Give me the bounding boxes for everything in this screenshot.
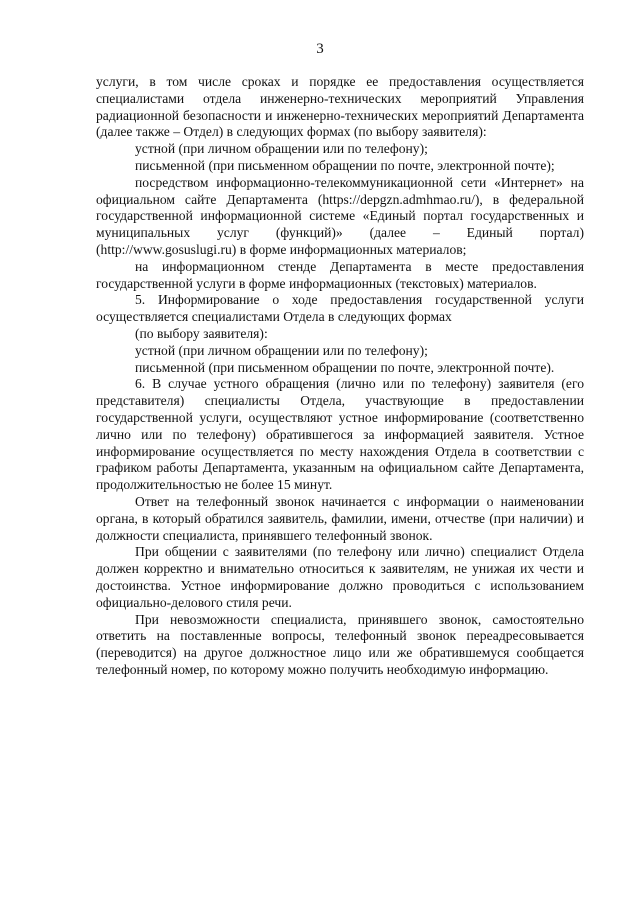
document-body — [96, 74, 584, 679]
paragraph: При невозможности специалиста, принявшего звонок, самостоятельно ответить на поставленные вопросы, телефонный звонок переадресовывается (переводится) на другое должностное лицо или же обратившемуся сообщается телефонный номер, по которому можно получить необходимую информацию. — [96, 611, 584, 677]
paragraph: 6. В случае устного обращения (лично или по телефону) заявителя (его представителя) специалисты Отдела, участвующие в предоставлении государственной услуги, осуществляют устное информирование (соответственно лично или по телефону) обратившегося за информацией заявителя. Устное информирование осуществляется по месту нахождения Отдела в соответствии с графиком работы Департамента, указанным на официальном сайте Департамента, продолжительностью не более 15 минут. — [96, 376, 584, 493]
page-number: 3 — [316, 41, 324, 57]
paragraph: 5. Информирование о ходе предоставления государственной услуги осуществляется специалистами Отдела в следующих формах — [96, 292, 584, 325]
paragraph: Ответ на телефонный звонок начинается с информации о наименовании органа, в который обратился заявитель, фамилии, имени, отчестве (при наличии) и должности специалиста, принявшего телефонный звонок. — [96, 493, 584, 543]
paragraph: письменной (при письменном обращении по почте, электронной почте). — [135, 359, 555, 375]
paragraph: письменной (при письменном обращении по почте, электронной почте); — [135, 157, 555, 173]
paragraph: услуги, в том числе сроках и порядке ее предоставления осуществляется специалистами отдела инженерно-технических мероприятий Управления радиационной безопасности и инженерно-технических мероприятий Департамента (далее также – Отдел) в следующих формах (по выбору заявителя): — [96, 74, 584, 140]
paragraph: устной (при личном обращении или по телефону); — [135, 141, 428, 157]
paragraph: устной (при личном обращении или по телефону); — [135, 342, 428, 358]
paragraph: на информационном стенде Департамента в месте предоставления государственной услуги в форме информационных (текстовых) материалов. — [96, 258, 584, 291]
paragraph: посредством информационно-телекоммуникационной сети «Интернет» на официальном сайте Департамента (https://depgzn.admhmao.ru/), в федеральной государственной информационной системе «Единый портал государственных и муниципальных услуг (функций)» (далее – Единый портал) (http://www.gosuslugi.ru) в форме информационных материалов; — [96, 174, 584, 257]
paragraph: (по выбору заявителя): — [135, 325, 268, 341]
paragraph: При общении с заявителями (по телефону или лично) специалист Отдела должен корректно и внимательно относиться к заявителям, не унижая их чести и достоинства. Устное информирование должно проводиться с использованием официально-делового стиля речи. — [96, 544, 584, 610]
